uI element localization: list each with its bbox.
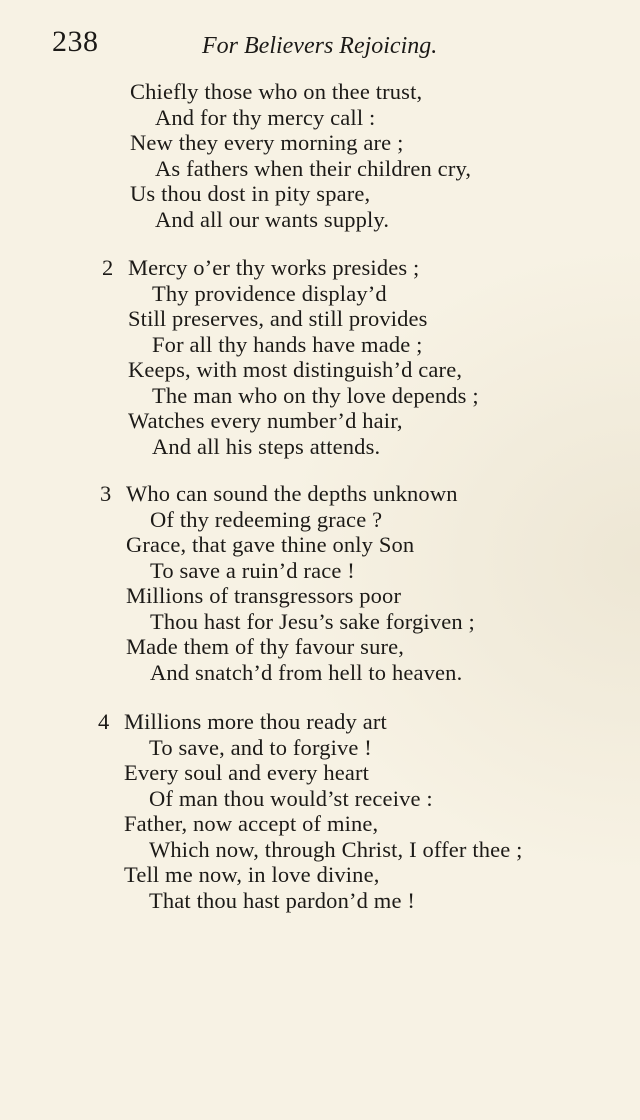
verse-line: Every soul and every heart [124,760,370,785]
verse-line: Us thou dost in pity spare, [130,181,371,206]
verse-line: That thou hast pardon’d me ! [149,887,416,913]
verse-line: New they every morning are ; [130,130,404,155]
verse-line: The man who on thy love depends ; [152,382,479,408]
verse-line: Of man thou would’st receive : [149,785,433,811]
verse-number: 4 [98,709,110,734]
verse-line: Millions more thou ready art [124,709,387,734]
verse-line: Chiefly those who on thee trust, [130,79,423,104]
verse-line: Thou hast for Jesu’s sake forgiven ; [150,608,475,634]
verse-line: Who can sound the depths unknown [126,481,458,506]
verse-line: Keeps, with most distinguish’d care, [128,357,463,382]
verse-line: To save, and to forgive ! [149,734,372,760]
verse-line: Father, now accept of mine, [124,811,379,836]
verse-line: Millions of transgressors poor [126,583,402,608]
verse-line: Still preserves, and still provides [128,306,428,331]
verse-line: As fathers when their children cry, [155,155,472,181]
verse-line: For all thy hands have made ; [152,331,423,357]
verse-line: To save a ruin’d race ! [150,557,355,583]
verse-line: And for thy mercy call : [155,104,376,130]
verse-line: Of thy redeeming grace ? [150,506,383,532]
verse-line: Watches every number’d hair, [128,408,403,433]
verse-line: And all our wants supply. [155,206,390,232]
verse-line: And all his steps attends. [152,433,381,459]
page-number: 238 [52,25,99,58]
verse-line: And snatch’d from hell to heaven. [150,659,463,685]
verse-line: Which now, through Christ, I offer thee ; [149,836,523,862]
verse-line: Thy providence display’d [152,280,387,306]
verse-line: Mercy o’er thy works presides ; [128,255,420,280]
running-head: For Believers Rejoicing. [202,33,438,59]
verse-line: Grace, that gave thine only Son [126,532,415,557]
verse-line: Made them of thy favour sure, [126,634,405,659]
verse-number: 2 [102,255,114,280]
verse-line: Tell me now, in love divine, [124,862,380,887]
verse-number: 3 [100,481,112,506]
